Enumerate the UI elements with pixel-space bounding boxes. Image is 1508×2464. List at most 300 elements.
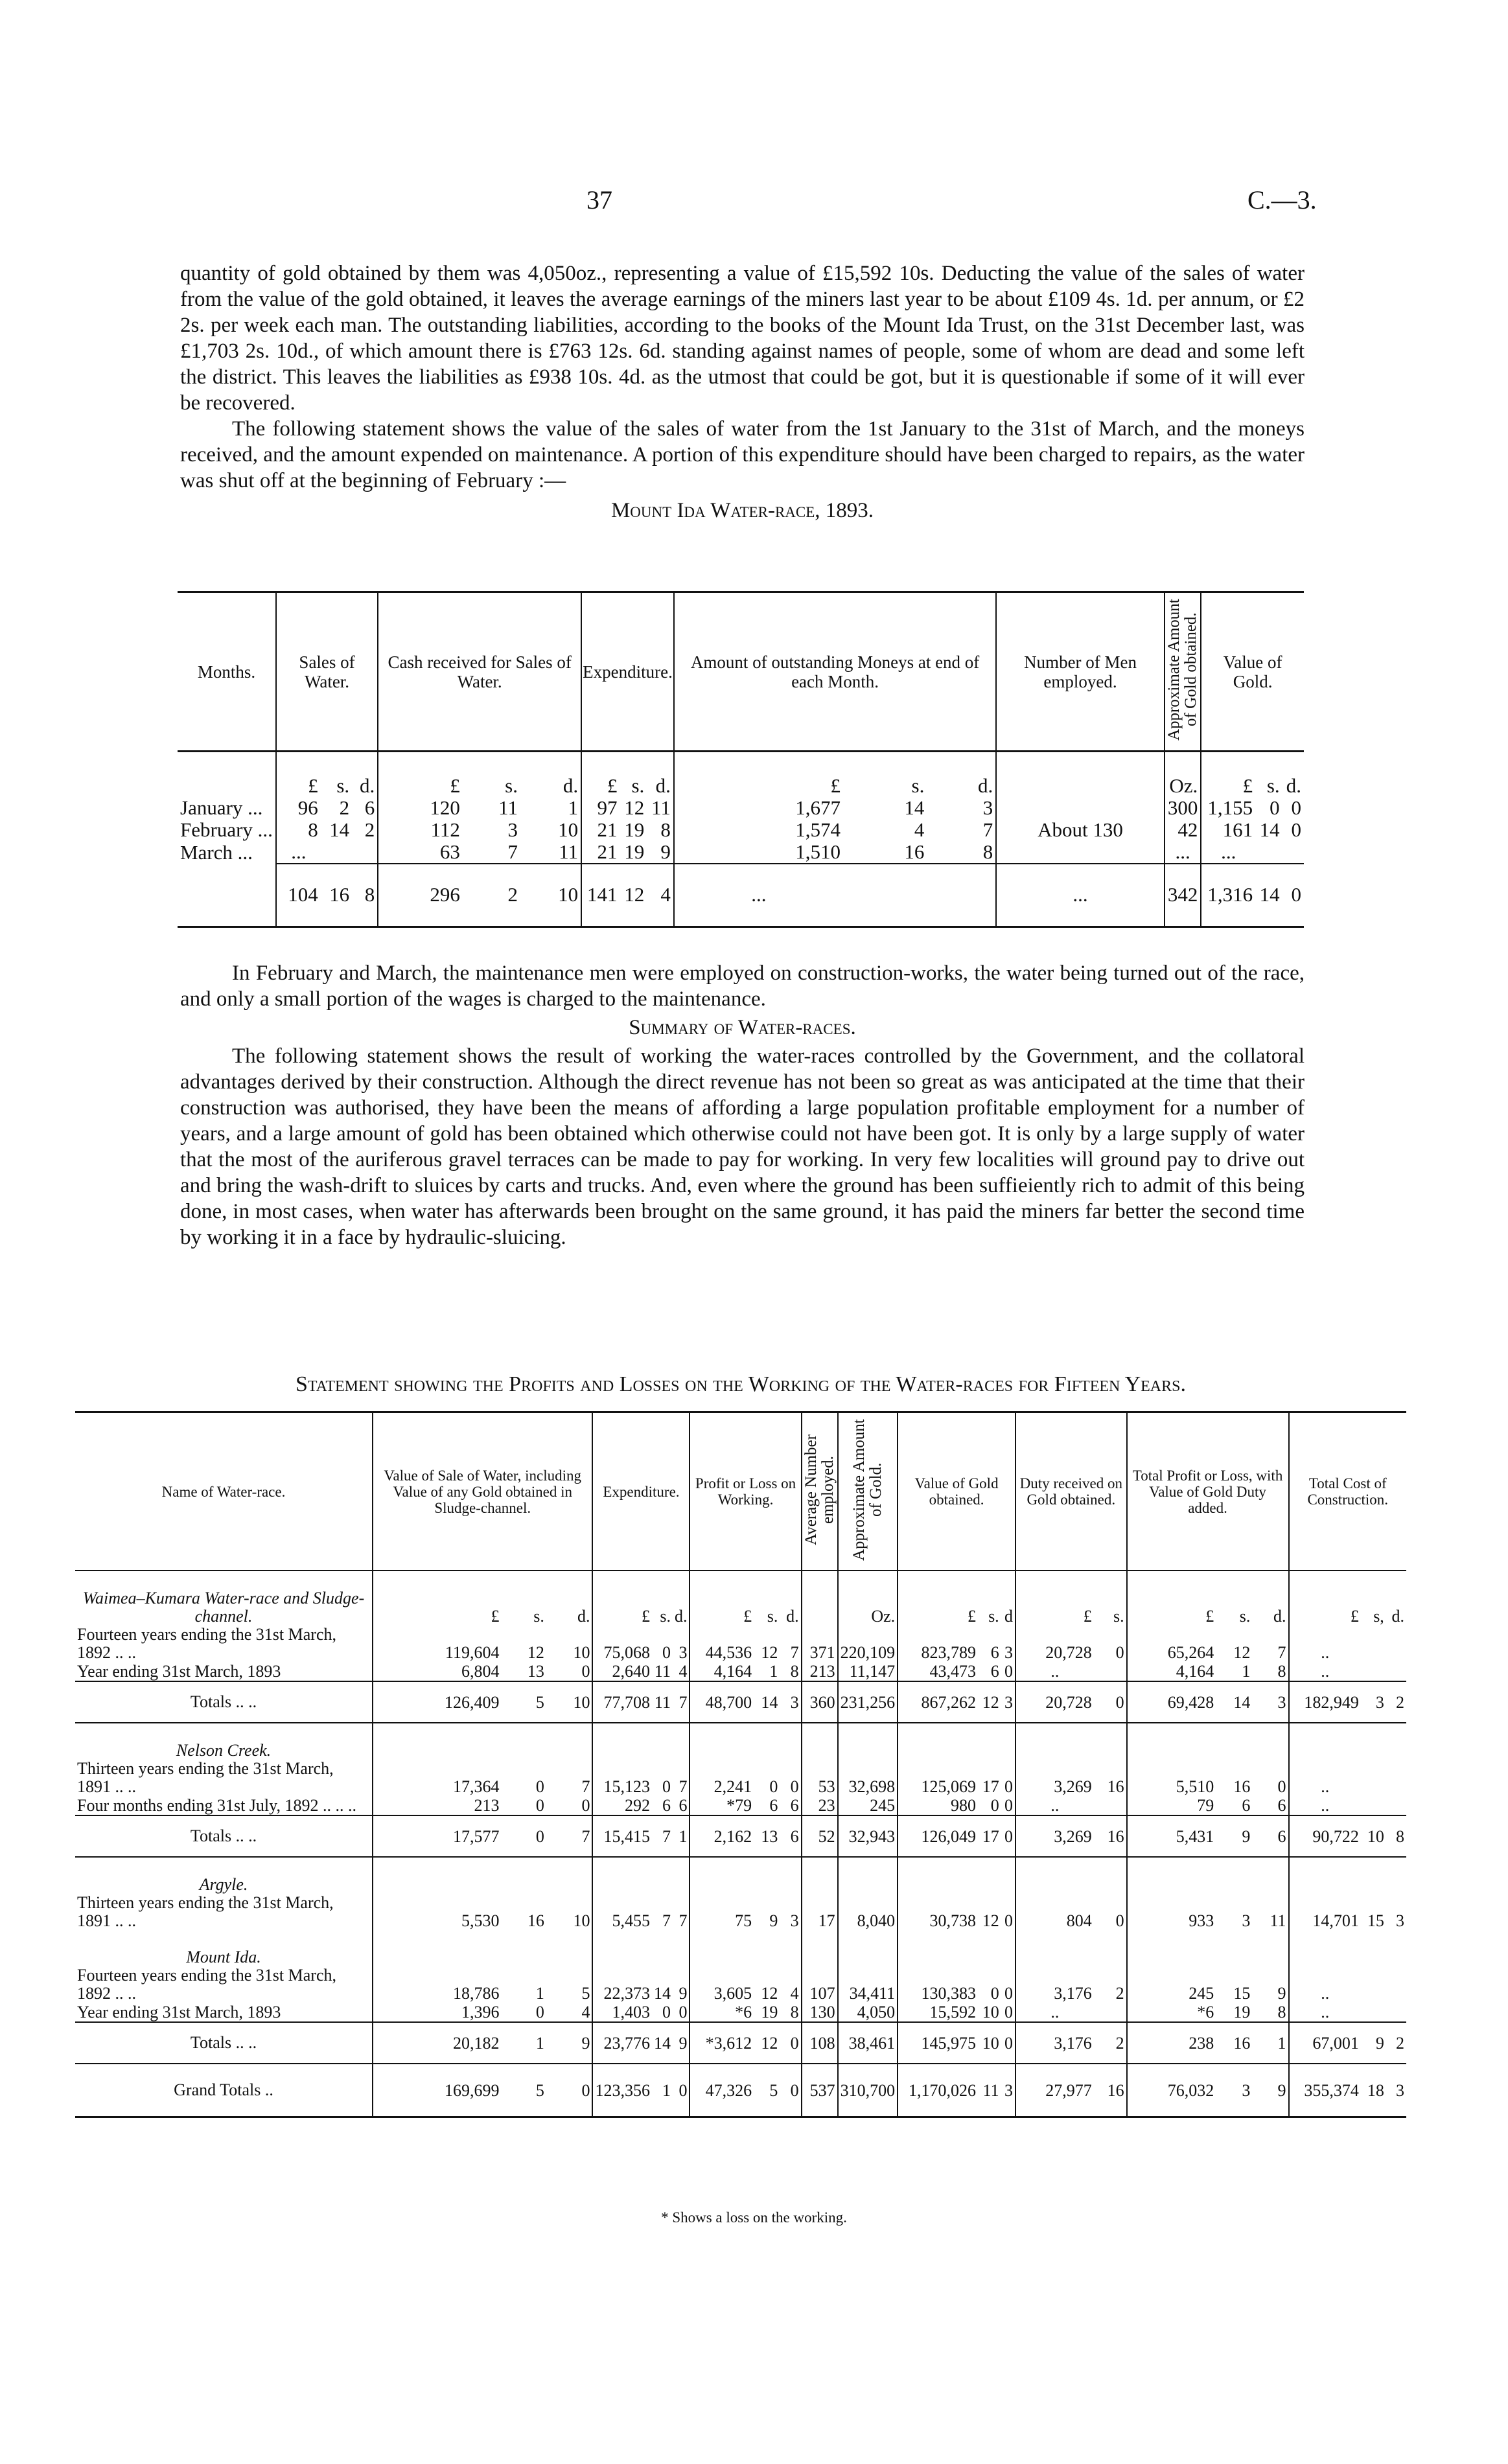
table-cell	[1127, 1857, 1216, 1894]
table-cell: ..	[1289, 1662, 1361, 1681]
table-cell: d.	[1286, 774, 1301, 797]
table-cell: 7	[982, 818, 993, 841]
table-cell: £	[898, 1571, 978, 1626]
table-cell: 161	[1201, 819, 1255, 841]
column-header: Months.	[178, 592, 276, 752]
table-cell: 14	[904, 796, 925, 819]
mount-ida-table	[178, 591, 1304, 928]
table-cell: 12	[982, 1911, 999, 1930]
table-cell: 16	[1233, 1777, 1251, 1796]
table-cell: 12	[1233, 1643, 1251, 1662]
table-cell: 6	[780, 1815, 801, 1857]
table-cell: 125,069	[898, 1760, 978, 1796]
table-cell: 0	[1004, 1777, 1013, 1796]
table-cell: 104	[276, 864, 321, 927]
table-cell: 7	[679, 1911, 688, 1930]
table-cell	[838, 1723, 898, 1760]
table-cell: 2	[1115, 1984, 1124, 2003]
table-cell: 69,428	[1127, 1681, 1216, 1723]
table-cell: 27,977	[1015, 2064, 1094, 2117]
table-cell	[898, 1723, 978, 1760]
totals-row	[75, 1815, 1406, 1857]
table-row	[75, 1626, 1406, 1662]
table-cell: 12	[754, 2022, 780, 2064]
table-cell: 0	[1115, 1911, 1124, 1930]
table-cell: 0	[1004, 1796, 1013, 1815]
table-cell: 0	[662, 2003, 671, 2021]
table-cell	[652, 1723, 673, 1760]
table-row	[75, 1966, 1406, 2003]
table-cell: 3	[1361, 1681, 1386, 1723]
table-cell: 2,640	[592, 1662, 652, 1681]
table-cell: 76,032	[1127, 2064, 1216, 2117]
table-cell: 1	[652, 2064, 673, 2117]
table-cell	[1094, 1796, 1127, 1815]
table-cell	[1015, 1723, 1094, 1760]
table-cell: d.	[978, 774, 993, 797]
table-cell: 6	[1242, 1796, 1251, 1815]
table-cell	[1252, 1723, 1288, 1760]
table-cell: 15,415	[592, 1815, 652, 1857]
row-label: Totals .. ..	[75, 1815, 373, 1857]
table-cell: 12	[620, 864, 647, 927]
column-header-text: Average Number employed.	[802, 1434, 837, 1545]
table-cell: 15	[1233, 1984, 1251, 2003]
table-cell: 15,123	[592, 1760, 652, 1796]
table-cell: 2	[1386, 1681, 1406, 1723]
column-header: Expenditure.	[592, 1412, 690, 1571]
column-header: Name of Water-race.	[75, 1412, 373, 1571]
table-cell: 0	[1291, 818, 1301, 841]
table-cell: 141	[581, 864, 620, 927]
table-cell: 17	[978, 1815, 1001, 1857]
table-cell: 17	[982, 1777, 999, 1796]
table-cell: February ...	[180, 818, 273, 841]
table-cell: 21	[581, 819, 620, 841]
table-cell: 3,176	[1015, 2022, 1094, 2064]
table-cell: 6	[1277, 1796, 1286, 1815]
totals-row	[75, 1681, 1406, 1723]
table-cell: 0	[1001, 2022, 1015, 2064]
column-header-text: Approximate Amount of Gold.	[850, 1419, 885, 1561]
table-cell	[1361, 1760, 1386, 1796]
row-label: Mount Ida.	[186, 1948, 261, 1966]
table-cell: 96	[276, 797, 321, 819]
table-cell: 10	[558, 818, 579, 841]
table-cell: 0	[780, 2064, 801, 2117]
table-cell	[1289, 1723, 1361, 1760]
table-cell: 10	[982, 2003, 999, 2021]
table-cell	[1386, 1760, 1406, 1796]
table-cell: 9	[1361, 2022, 1386, 2064]
row-label: Grand Totals ..	[75, 2064, 373, 2117]
table-cell	[501, 1930, 546, 1966]
men-employed-note: About 130	[996, 797, 1165, 864]
table-cell: s,	[1373, 1607, 1384, 1626]
table-cell: 77,708	[592, 1681, 652, 1723]
table-cell: 14	[1216, 1681, 1252, 1723]
table-cell	[1001, 1723, 1015, 1760]
table-cell: 126,049	[898, 1815, 978, 1857]
table-cell	[652, 1930, 673, 1966]
table-cell: 6	[662, 1796, 671, 1815]
table-cell: d.	[1273, 1607, 1286, 1626]
table-cell	[780, 1930, 801, 1966]
table-cell: s.	[911, 774, 925, 797]
row-label: Waimea–Kumara Water-race and Sludge-channel.	[82, 1589, 365, 1626]
table-cell: 11,147	[838, 1662, 898, 1681]
table-cell: 42	[1165, 819, 1201, 841]
table-cell	[1252, 1930, 1288, 1966]
table-cell: 0	[1277, 1777, 1286, 1796]
table-cell	[373, 1857, 501, 1894]
table-cell: 4	[581, 2003, 590, 2021]
table-cell: 32,943	[838, 1815, 898, 1857]
table-cell	[978, 1857, 1001, 1894]
table-cell: 23,776	[592, 2022, 652, 2064]
table-cell: 5,510	[1127, 1760, 1216, 1796]
table-cell: 107	[802, 1966, 838, 2003]
table-cell: 12	[761, 1643, 778, 1662]
table-cell: 20,182	[373, 2022, 501, 2064]
table-cell: 16	[1107, 1777, 1124, 1796]
table-cell: 3	[1242, 1911, 1251, 1930]
table-cell: 2	[1094, 2022, 1127, 2064]
table-cell: ..	[1015, 2003, 1094, 2022]
table-cell	[1282, 841, 1304, 864]
table-cell: s.	[988, 1607, 999, 1626]
table-cell	[1386, 1857, 1406, 1894]
table-row	[75, 1894, 1406, 1930]
table-cell	[754, 1857, 780, 1894]
table-cell	[673, 1723, 690, 1760]
table-cell: 9	[660, 840, 671, 863]
table-cell: 0	[790, 1777, 799, 1796]
row-label: Thirteen years ending the 31st March, 1891 .. ..	[77, 1893, 334, 1930]
table-cell: *79	[690, 1796, 754, 1815]
table-cell	[1386, 1626, 1406, 1662]
totals-row	[178, 864, 1304, 927]
table-cell	[1361, 1966, 1386, 2003]
table-cell: 108	[802, 2022, 838, 2064]
table-cell: 14	[754, 1681, 780, 1723]
table-cell: *3,612	[690, 2022, 754, 2064]
table-cell: 16	[1094, 1815, 1127, 1857]
table-cell: 3	[982, 796, 993, 819]
table-cell	[546, 1857, 593, 1894]
table-cell	[1216, 1930, 1252, 1966]
table-cell: 220,109	[838, 1626, 898, 1662]
table-cell: 360	[802, 1681, 838, 1723]
table-cell: 9	[1252, 2064, 1288, 2117]
table-cell: s.	[631, 774, 645, 797]
table-cell: 3	[1001, 2064, 1015, 2117]
table-cell: 0	[535, 1777, 544, 1796]
table-cell: 52	[802, 1815, 838, 1857]
table-cell: s.	[1239, 1607, 1251, 1626]
table-cell: 18	[1361, 2064, 1386, 2117]
table-cell: 4	[647, 864, 674, 927]
document-reference: C.—3.	[1247, 185, 1317, 214]
table-cell: 14,701	[1289, 1894, 1361, 1930]
column-header-text: Approximate Amount of Gold obtained.	[1165, 599, 1200, 741]
table-cell: 10	[573, 1911, 590, 1930]
table-cell	[1289, 1857, 1361, 1894]
table-cell	[1386, 1723, 1406, 1760]
table-cell	[592, 1930, 652, 1966]
table-cell	[1361, 1857, 1386, 1894]
table-cell: 19	[624, 818, 645, 841]
table-cell: 823,789	[898, 1626, 978, 1662]
table-cell	[1289, 1930, 1361, 1966]
table-cell: 7	[1277, 1643, 1286, 1662]
table-cell: 169,699	[373, 2064, 501, 2117]
table-cell: 16	[904, 840, 925, 863]
table-cell: 292	[592, 1796, 652, 1815]
column-header: Sales of Water.	[276, 592, 378, 752]
table-cell: 44,536	[690, 1626, 754, 1662]
table-cell: 9	[546, 2022, 593, 2064]
table-cell: 48,700	[690, 1681, 754, 1723]
table-cell: 5,530	[373, 1894, 501, 1930]
table-cell: 12	[978, 1681, 1001, 1723]
table-cell: 3	[1001, 1681, 1015, 1723]
table-cell: £	[674, 752, 843, 797]
table-cell: 0	[769, 1777, 778, 1796]
table-cell	[1001, 1857, 1015, 1894]
table-cell: 123,356	[592, 2064, 652, 2117]
table-row	[75, 1662, 1406, 1681]
table-cell: 97	[581, 797, 620, 819]
table-cell: 2,241	[690, 1760, 754, 1796]
table-cell: 14	[653, 1984, 671, 2003]
table-row	[178, 797, 1304, 819]
table-cell: 22,373	[592, 1966, 652, 2003]
table-cell: 0	[1115, 1643, 1124, 1662]
table-cell: 11	[651, 796, 671, 819]
table-cell: 213	[802, 1662, 838, 1681]
table-cell: 12	[761, 1984, 778, 2003]
column-header: Number of Men employed.	[996, 592, 1165, 752]
column-header: Value of Gold.	[1201, 592, 1304, 752]
table-cell: 1,574	[674, 819, 843, 841]
table-cell: 1	[1252, 2022, 1288, 2064]
table-cell: 12	[527, 1643, 544, 1662]
table-cell	[592, 1723, 652, 1760]
table-row	[75, 2003, 1406, 2022]
table-cell: ...	[276, 841, 321, 864]
table-cell: d.	[655, 774, 671, 797]
table-row	[75, 1796, 1406, 1815]
table-cell: 5,455	[592, 1894, 652, 1930]
row-label: Fourteen years ending the 31st March, 1892 .. ..	[77, 1966, 337, 2003]
table-cell: d.	[577, 1607, 590, 1626]
table-cell: 245	[838, 1796, 898, 1815]
table-cell: *6	[1127, 2003, 1216, 2022]
table-cell: 8	[352, 864, 378, 927]
table-cell	[1094, 1723, 1127, 1760]
table-cell: ..	[1289, 1626, 1361, 1662]
table-cell	[652, 1857, 673, 1894]
table-cell: 3,269	[1015, 1815, 1094, 1857]
table-cell: 0	[546, 2064, 593, 2117]
table-cell: 8,040	[838, 1894, 898, 1930]
table-cell	[501, 1723, 546, 1760]
table-cell: 5,431	[1127, 1815, 1216, 1857]
table-cell: 19	[761, 2003, 778, 2021]
table-cell: 17	[802, 1894, 838, 1930]
table-cell: 6	[990, 1643, 999, 1662]
table-cell: 53	[802, 1760, 838, 1796]
table-cell: 7	[652, 1815, 673, 1857]
table-cell: 0	[673, 2064, 690, 2117]
table-cell: *6	[690, 2003, 754, 2022]
table-cell: 6	[1252, 1815, 1288, 1857]
table-cell: 1,170,026	[898, 2064, 978, 2117]
table-cell: 15	[1367, 1911, 1384, 1930]
table-cell: 2	[463, 864, 520, 927]
column-header: Total Profit or Loss, with Value of Gold Duty added.	[1127, 1412, 1289, 1571]
table-cell: 10	[978, 2022, 1001, 2064]
table-cell: 11	[654, 1662, 671, 1681]
row-label: Totals .. ..	[75, 1681, 373, 1723]
table-cell: 7	[673, 1681, 690, 1723]
table-cell: 19	[624, 840, 645, 863]
table-cell: 11	[1270, 1911, 1286, 1930]
table-cell: 980	[898, 1796, 978, 1815]
table-cell: 0	[1004, 1911, 1013, 1930]
table-cell: 0	[1291, 796, 1301, 819]
table-cell: 19	[1233, 2003, 1251, 2021]
table-cell: ..	[1289, 1966, 1361, 2003]
row-label: Thirteen years ending the 31st March, 1891 .. ..	[77, 1759, 334, 1796]
middle-text	[180, 960, 1305, 1250]
paragraph: The following statement shows the value of the sales of water from the 1st January to the 31st of March, and the moneys received, and the amount expended on maintenance. A portion of this expenditure should have been charged to repairs, as the water was shut off at the beginning of February :—	[180, 417, 1305, 492]
grand-totals-row	[75, 2064, 1406, 2117]
table-cell: 14	[1259, 818, 1280, 841]
table-cell: 14	[1255, 864, 1282, 927]
table-cell: d.	[786, 1607, 799, 1626]
table-cell: ...	[1201, 841, 1255, 864]
table-cell: s.	[1266, 774, 1280, 797]
table-cell: 112	[378, 819, 463, 841]
table-cell: £	[690, 1571, 754, 1626]
table-cell: 9	[673, 2022, 690, 2064]
table-cell: d.	[1391, 1607, 1404, 1626]
table-cell: 3	[1252, 1681, 1288, 1723]
table-cell: 0	[780, 2022, 801, 2064]
table-cell: 47,326	[690, 2064, 754, 2117]
table-cell: d.	[563, 774, 579, 797]
table-cell: 4	[914, 818, 925, 841]
column-header: Value of Sale of Water, including Value of any Gold obtained in Sludge-channel.	[373, 1412, 592, 1571]
table-cell	[373, 1723, 501, 1760]
table-cell: 5	[581, 1984, 590, 2003]
table-cell	[843, 864, 927, 927]
table-cell: 4	[679, 1662, 688, 1681]
table-cell: 1,155	[1201, 797, 1255, 819]
table-cell: ..	[1289, 2003, 1361, 2022]
table-cell: 5	[501, 2064, 546, 2117]
column-header: Profit or Loss on Working.	[690, 1412, 801, 1571]
table-cell: £	[592, 1571, 652, 1626]
table-cell	[1216, 1857, 1252, 1894]
row-label: Year ending 31st March, 1893	[77, 2003, 281, 2021]
table-cell	[1015, 1857, 1094, 1894]
table-cell	[690, 1857, 754, 1894]
table-cell: 14	[329, 818, 350, 841]
table-cell: 20,728	[1015, 1681, 1094, 1723]
table-cell: 1,510	[674, 841, 843, 864]
table-cell: 238	[1127, 2022, 1216, 2064]
table-cell	[780, 1723, 801, 1760]
table1-title: Mount Ida Water-race, 1893.	[610, 499, 874, 522]
table-cell: 16	[1094, 2064, 1127, 2117]
units-row	[178, 752, 1304, 797]
table-cell	[1386, 1796, 1406, 1815]
table-cell: 3	[507, 818, 518, 841]
table-cell: 8	[982, 840, 993, 863]
table-cell	[1386, 1930, 1406, 1966]
table-cell: 11	[652, 1681, 673, 1723]
table-cell	[546, 1930, 593, 1966]
table-cell: 0	[535, 2003, 544, 2021]
table-cell: ..	[1015, 1796, 1094, 1815]
table-cell: 0	[662, 1643, 671, 1662]
table-cell	[1127, 1723, 1216, 1760]
table-cell: 7	[546, 1815, 593, 1857]
table-cell: 231,256	[838, 1681, 898, 1723]
table-cell: 6	[679, 1796, 688, 1815]
table-cell	[673, 1857, 690, 1894]
column-header: Duty received on Gold obtained.	[1015, 1412, 1127, 1571]
table-cell: 10	[546, 1681, 593, 1723]
table-cell	[1386, 1966, 1406, 2003]
table-cell	[1015, 1930, 1094, 1966]
table-cell	[501, 1857, 546, 1894]
table-cell: 4,164	[1127, 1662, 1216, 1681]
paragraph: The following statement shows the result of working the water-races controlled by the Government, and the collatoral advantages derived by their construction. Although the direct revenue has not been so great as was anticipated at the time that their construction was authorised, they have been the means of affording a large population profitable employment for a number of years, and a large amount of gold has been obtained which otherwise could not have been got. It is only by a large supply of water that the most of the auriferous gravel terraces can be made to pay for working. In very few localities will ground pay to drive out and bring the wash-drift to sluices by carts and trucks. And, even where the ground has been suffieiently rich to admit of this being done, in most cases, when water has afterwards been brought on the same ground, it has paid the miners far better the second time by working it in a face by hydraulic-sluicing.	[180, 1044, 1305, 1249]
table-cell: 20,728	[1015, 1626, 1094, 1662]
water-races-statement-table	[75, 1411, 1406, 2118]
table-cell: £	[1127, 1571, 1216, 1626]
table-cell: 3	[790, 1911, 799, 1930]
table-cell: 0	[990, 1796, 999, 1815]
table-cell	[1255, 841, 1282, 864]
table-cell	[1386, 2003, 1406, 2022]
table-cell: 0	[679, 2003, 688, 2021]
table-cell: 67,001	[1289, 2022, 1361, 2064]
table-cell	[1252, 1857, 1288, 1894]
table-cell: s.	[336, 774, 350, 797]
table-cell: 1,403	[592, 2003, 652, 2022]
table-cell: 17,364	[373, 1760, 501, 1796]
section-header-row	[75, 1930, 1406, 1966]
table-cell: 9	[1216, 1815, 1252, 1857]
table-cell: 7	[679, 1777, 688, 1796]
table-cell	[321, 841, 352, 864]
table-cell: 0	[501, 1815, 546, 1857]
table-cell: 43,473	[898, 1662, 978, 1681]
table-cell: 2,162	[690, 1815, 754, 1857]
table-cell: 2	[1386, 2022, 1406, 2064]
table-cell	[673, 1930, 690, 1966]
table-cell	[1361, 1626, 1386, 1662]
table-cell	[1001, 1930, 1015, 1966]
table-cell: 119,604	[373, 1626, 501, 1662]
table-cell: 1	[501, 2022, 546, 2064]
section-header-row	[75, 1857, 1406, 1894]
